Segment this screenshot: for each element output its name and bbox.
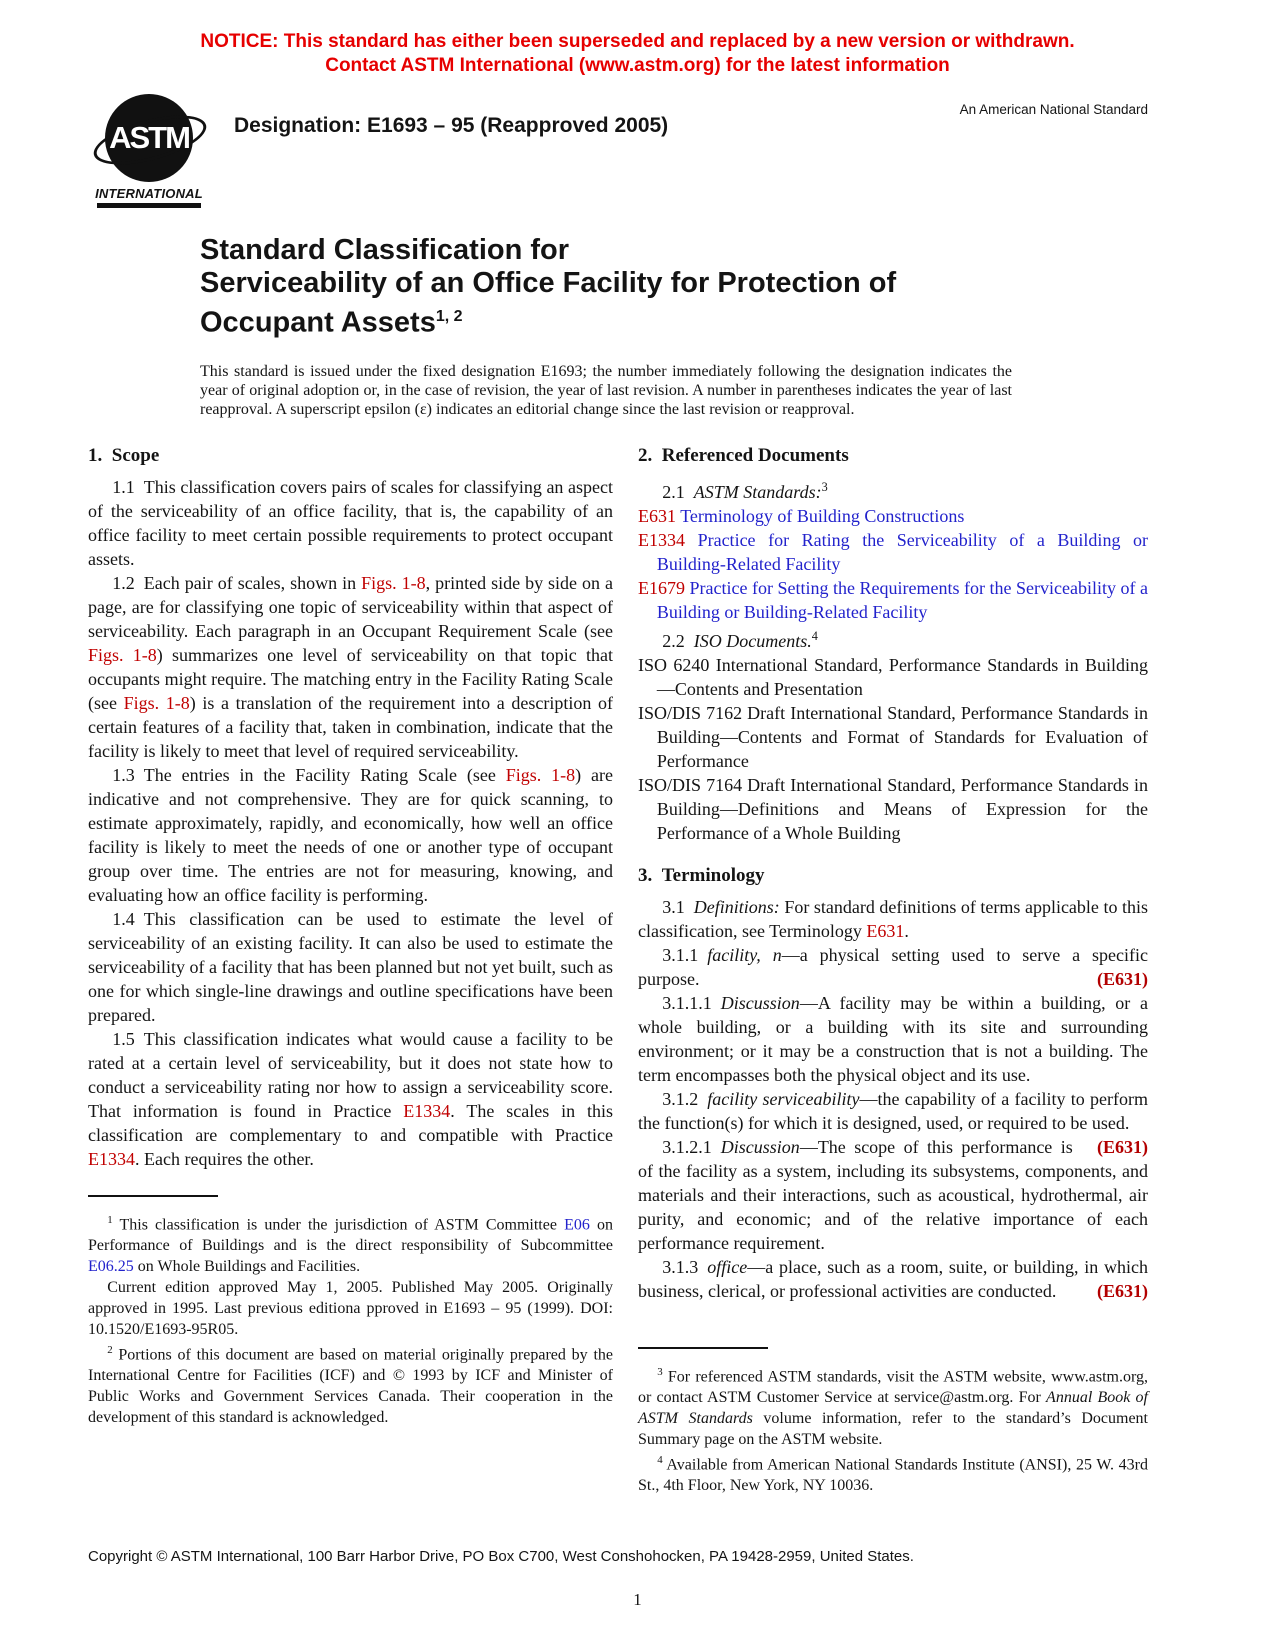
text-run: . bbox=[904, 920, 909, 941]
link-e1334[interactable]: E1334 bbox=[88, 1148, 135, 1169]
text-run: . Each requires the other. bbox=[135, 1148, 314, 1169]
text-run: Current edition approved May 1, 2005. Published May 2005. Originally approved in 1995. Last previous editiona pproved in E1693 – 95 (1999). DOI: 10.1520/E1693-95R05. bbox=[88, 1278, 613, 1338]
text-run: 2 bbox=[107, 1343, 113, 1356]
title-line-2: Serviceability of an Office Facility for Protection of bbox=[200, 267, 897, 299]
text-run: 3.1 bbox=[662, 896, 694, 917]
footnote bbox=[88, 1277, 613, 1340]
text-run: 1.2 Each pair of scales, shown in bbox=[112, 572, 362, 593]
footnote-rule bbox=[88, 1195, 218, 1197]
text-run: volume information, refer to the standard’s Document Summary page on the ASTM website. bbox=[638, 1409, 1149, 1448]
reference-entry bbox=[638, 653, 1148, 701]
text-run: 3 bbox=[821, 479, 828, 494]
paragraph bbox=[638, 895, 1148, 943]
text-run: 3. Terminology bbox=[638, 864, 765, 886]
link-e06-25[interactable]: E06.25 bbox=[88, 1257, 134, 1275]
section-3-heading bbox=[638, 865, 1148, 887]
text-run: Portions of this document are based on material originally prepared by the International Centre for Facilities (ICF) and © 1993 by ICF and Minister of Public Works and Government Services Canada. Their cooperation in the development of this standard is acknowledged. bbox=[88, 1346, 613, 1427]
text-run: . The scales in this classification are complementary to and compatible with Practice bbox=[88, 1100, 613, 1145]
footnote bbox=[638, 1450, 1148, 1496]
source-standard-tag: (E631) bbox=[1097, 1280, 1148, 1301]
text-run: —The scope of this performance is of the facility as a system, including its subsystems, components, and materials and their interactions, such as acoustical, hydrothermal, air purity, and economic; and of the relative importance of each performance requirement. bbox=[638, 1136, 1148, 1253]
footnote bbox=[88, 1210, 613, 1277]
link-e1334[interactable]: E1334 bbox=[403, 1100, 451, 1121]
text-run: ) summarizes one level of serviceability on that topic that occupants might require. The matching entry in the Facility Rating Scale (see bbox=[88, 644, 613, 713]
text-run: 4 bbox=[811, 628, 818, 643]
title-line-1: Standard Classification for bbox=[200, 234, 570, 266]
paragraph bbox=[88, 907, 613, 1027]
source-standard-tag: (E631) bbox=[1097, 1136, 1148, 1157]
text-run: on Performance of Buildings and is the direct responsibility of Subcommittee bbox=[88, 1215, 613, 1254]
copyright-line: Copyright © ASTM International, 100 Barr Harbor Drive, PO Box C700, West Conshohocken, PA 19428-2959, United States. bbox=[88, 1548, 914, 1565]
link-figs-1-8[interactable]: Figs. 1-8 bbox=[123, 692, 190, 713]
section-2-heading bbox=[638, 445, 1148, 467]
issuance-note: This standard is issued under the fixed designation E1693; the number immediately following the designation indicates the year of original adoption or, in the case of revision, the year of last revision. A number in parentheses indicates the year of last reapproval. A superscript epsilon (ε) indicates an editorial change since the last revision or reapproval. bbox=[200, 362, 1012, 418]
two-column-body bbox=[88, 445, 1148, 1497]
text-run: ) are indicative and not comprehensive. They are for quick scanning, to estimate approximately, rapidly, and economically, how well an office facility is likely to meet the needs of one or another type of occupant group over time. The entries are not for measuring, knowing, and evaluating how an office facility is performing. bbox=[88, 764, 614, 905]
reference-entry bbox=[638, 528, 1148, 576]
footnote-rule bbox=[638, 1347, 768, 1349]
link-e1334[interactable]: E1334 bbox=[638, 529, 685, 550]
paragraph bbox=[638, 943, 1148, 991]
source-standard-tag: (E631) bbox=[1097, 968, 1148, 989]
astm-globe-icon bbox=[105, 94, 193, 182]
link-figs-1-8[interactable]: Figs. 1-8 bbox=[88, 644, 157, 665]
text-run: ) is a translation of the requirement into a description of certain features of a facility that, taken in combination, indicate that the facility is likely to meet that level of required serviceability. bbox=[88, 692, 614, 761]
text-run: ISO/DIS 7164 Draft International Standard, Performance Standards in Building—Definitions and Means of Expression for the Performance of a Whole Building bbox=[638, 774, 1148, 843]
paragraph bbox=[638, 475, 1148, 504]
text-run: Discussion bbox=[720, 992, 800, 1013]
text-run: facility serviceability bbox=[707, 1088, 860, 1109]
text-run: ISO 6240 International Standard, Performance Standards in Building—Contents and Presentation bbox=[638, 654, 1148, 699]
link-figs-1-8[interactable]: Figs. 1-8 bbox=[505, 764, 576, 785]
reference-entry bbox=[638, 504, 1148, 528]
references-terminology-section bbox=[638, 445, 1148, 1303]
notice-line-1: NOTICE: This standard has either been superseded and replaced by a new version or withdrawn. bbox=[200, 31, 1075, 52]
footnote bbox=[638, 1362, 1148, 1450]
text-run: 3.1.1.1 bbox=[662, 992, 721, 1013]
notice-line-2: Contact ASTM International (www.astm.org) for the latest information bbox=[325, 55, 950, 76]
text-run: 1.5 This classification indicates what would cause a facility to be rated at a certain level of serviceability, but it does not state how to conduct a serviceability rating nor how to assign a serviceability score. That information is found in Practice bbox=[88, 1028, 613, 1121]
text-run: Discussion bbox=[720, 1136, 800, 1157]
designation-label: Designation: E1693 – 95 (Reapproved 2005) bbox=[234, 114, 669, 137]
superseded-notice bbox=[0, 30, 1275, 78]
text-run: For referenced ASTM standards, visit the ASTM website, www.astm.org, or contact ASTM Customer Service at service@astm.org. For bbox=[638, 1367, 1148, 1406]
text-run: —A facility may be within a building, or a whole building, or a building with its site and surrounding environment; or it may be a construction that is not a building. The term encompasses both the physical object and its use. bbox=[638, 992, 1148, 1085]
paragraph bbox=[638, 624, 1148, 653]
text-run: —the capability of a facility to perform the function(s) for which it is designed, used, or required to be used. bbox=[638, 1088, 1148, 1133]
text-run: This classification is under the jurisdiction of ASTM Committee bbox=[112, 1215, 565, 1233]
link-e1679[interactable]: E1679 bbox=[638, 577, 685, 598]
text-run: —a physical setting used to serve a specific purpose. bbox=[638, 944, 1148, 989]
title-line-3 bbox=[200, 300, 1148, 340]
text-run: 3.1.3 bbox=[662, 1256, 708, 1277]
section-1-heading bbox=[88, 445, 613, 467]
paragraph bbox=[88, 475, 613, 571]
footnote bbox=[88, 1340, 613, 1428]
left-column bbox=[88, 445, 613, 1497]
american-national-standard-label: An American National Standard bbox=[959, 102, 1148, 117]
astm-logo-subtitle: INTERNATIONAL bbox=[95, 186, 203, 201]
title-line-3-text: Occupant Assets bbox=[200, 306, 436, 339]
text-run: on Whole Buildings and Facilities. bbox=[133, 1257, 361, 1275]
text-run: 3.1.2 bbox=[662, 1088, 708, 1109]
link-terminology-of-building-constructions[interactable]: Terminology of Building Constructions bbox=[680, 505, 965, 526]
scope-section bbox=[88, 445, 613, 1171]
text-run: 3.1.1 bbox=[662, 944, 708, 965]
link-e06[interactable]: E06 bbox=[564, 1215, 590, 1233]
paragraph bbox=[88, 763, 613, 907]
logo-divider bbox=[97, 203, 201, 208]
text-run: 3.1.2.1 bbox=[662, 1136, 721, 1157]
link-figs-1-8[interactable]: Figs. 1-8 bbox=[361, 572, 426, 593]
astm-logo bbox=[88, 94, 210, 208]
page-content bbox=[88, 234, 1148, 1496]
paragraph bbox=[638, 991, 1148, 1087]
reference-entry bbox=[638, 576, 1148, 624]
text-run: 2.1 bbox=[662, 481, 694, 502]
left-footnotes bbox=[88, 1195, 613, 1429]
right-column bbox=[638, 445, 1148, 1497]
text-run: office bbox=[707, 1256, 748, 1277]
text-run: 2.2 bbox=[662, 630, 694, 651]
document-title bbox=[200, 234, 1148, 340]
text-run: , printed side by side on a page, are for classifying one topic of serviceability within that aspect of serviceability. Each paragraph in an Occupant Requirement Scale (see bbox=[88, 572, 614, 641]
right-footnotes bbox=[638, 1347, 1148, 1497]
text-run: —a place, such as a room, suite, or building, in which business, clerical, or professional activities are conducted. bbox=[638, 1256, 1148, 1301]
link-practice-for-rating-the-serviceability-of-a-building-or-building-related-facility[interactable]: Practice for Rating the Serviceability of a Building or Building-Related Facility bbox=[656, 529, 1148, 574]
reference-entry bbox=[638, 701, 1148, 773]
document-header bbox=[88, 94, 1148, 208]
text-run: 3 bbox=[657, 1365, 663, 1378]
text-run: ISO Documents. bbox=[693, 630, 812, 651]
paragraph bbox=[88, 571, 613, 763]
text-run: ASTM Standards: bbox=[693, 481, 822, 502]
text-run: 2. Referenced Documents bbox=[638, 444, 849, 466]
text-run: 1. Scope bbox=[88, 444, 160, 466]
link-practice-for-setting-the-requirements-for-the-serviceability-of-a-building-or-building-related-facility[interactable]: Practice for Setting the Requirements for the Serviceability of a Building or Building-Related Facility bbox=[656, 577, 1148, 622]
text-run: ISO/DIS 7162 Draft International Standard, Performance Standards in Building—Contents and Format of Standards for Evaluation of Performance bbox=[638, 702, 1148, 771]
text-run: Annual Book of ASTM Standards bbox=[638, 1388, 1149, 1427]
text-run: 1.3 The entries in the Facility Rating Scale (see bbox=[112, 764, 506, 785]
text-run: 1.1 This classification covers pairs of scales for classifying an aspect of the serviceability of an office facility, that is, the capability of an office facility to meet certain possible requirements to protect occupant assets. bbox=[88, 476, 613, 569]
title-footnote-marker: 1, 2 bbox=[435, 308, 463, 325]
text-run bbox=[685, 530, 698, 550]
right-footnote-list bbox=[638, 1362, 1148, 1497]
left-footnote-list bbox=[88, 1210, 613, 1429]
link-e631[interactable]: E631 bbox=[866, 920, 905, 941]
paragraph bbox=[88, 1027, 613, 1171]
text-run: facility, n bbox=[707, 944, 782, 965]
text-run: 1.4 This classification can be used to estimate the level of serviceability of an existing facility. It can also be used to estimate the serviceability of a facility that has been planned but not yet built, such as one for which single-line drawings and outline specifications have been prepared. bbox=[88, 908, 613, 1025]
text-run: Available from American National Standards Institute (ANSI), 25 W. 43rd St., 4th Floor, New York, NY 10036. bbox=[638, 1456, 1148, 1495]
text-run: 4 bbox=[657, 1453, 663, 1466]
paragraph bbox=[638, 1135, 1148, 1255]
text-run: Definitions: bbox=[693, 896, 780, 917]
link-e631[interactable]: E631 bbox=[638, 505, 676, 526]
page-number: 1 bbox=[633, 1590, 642, 1609]
paragraph bbox=[638, 1255, 1148, 1303]
text-run: For standard definitions of terms applicable to this classification, see Terminology bbox=[638, 896, 1148, 941]
text-run: 1 bbox=[107, 1213, 113, 1226]
reference-entry bbox=[638, 773, 1148, 845]
astm-logo-text: ASTM bbox=[109, 120, 189, 155]
